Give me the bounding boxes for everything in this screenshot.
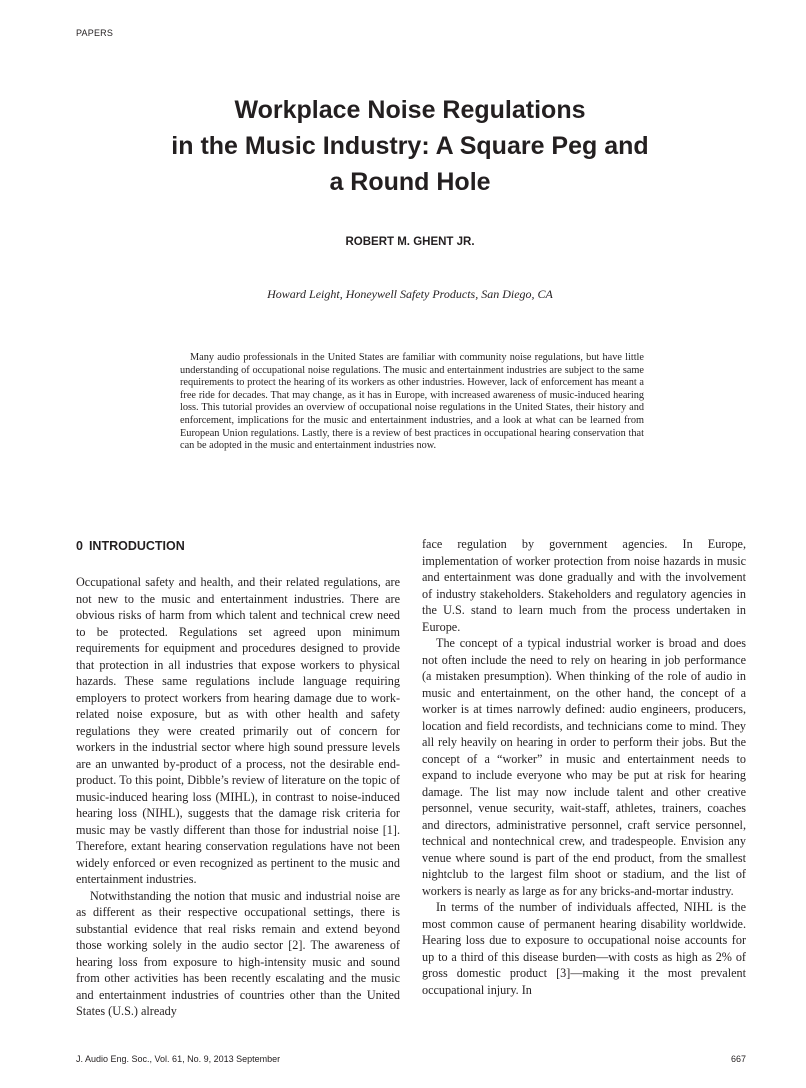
left-column: [76, 536, 400, 1020]
body-paragraph: In terms of the number of individuals affected, NIHL is the most common cause of permanent hearing disability worldwide. Hearing loss due to exposure to occupational noise accounts for up to a third of this disease burden—with costs as high as 2% of gross domestic product [3]—making it the most prevalent occupational injury. In: [422, 900, 746, 997]
right-column: [422, 536, 746, 998]
section-title: INTRODUCTION: [88, 539, 185, 553]
article-title: [90, 92, 730, 200]
footer-citation: J. Audio Eng. Soc., Vol. 61, No. 9, 2013 September: [76, 1054, 281, 1064]
section-heading: [76, 536, 400, 556]
author-affiliation: Howard Leight, Honeywell Safety Products, San Diego, CA: [267, 287, 553, 301]
title-line-3: a Round Hole: [329, 168, 491, 196]
page-number: 667: [730, 1054, 746, 1064]
abstract: Many audio professionals in the United States are familiar with community noise regulations, but have little understanding of occupational noise regulations. The music and entertainment industries are subject to the same requirements to protect the hearing of its workers as other industries. However, lack of enforcement has meant a free ride for decades. That may change, as it has in Europe, with increased awareness of music-induced hearing loss. This tutorial provides an overview of occupational noise regulations in the United States, their history and enforcement, implications for the music and entertainment industries, and a look at what can be learned from European Union regulations. Lastly, there is a review of best practices in occupational hearing conservation that can be adopted in the music and entertainment industries now.: [180, 352, 644, 452]
author-name: ROBERT M. GHENT JR.: [345, 236, 475, 248]
body-paragraph: Occupational safety and health, and their related regulations, are not new to the music and entertainment industries. There are obvious risks of harm from which talent and technical crew need to be protected. Regulations set agreed upon minimum requirements for equipment and procedures designed to provide that protection in all industries that expose workers to physical hazards. These same regulations include language requiring employers to protect workers from hearing damage due to work-related noise exposure, but as with other health and safety regulations they were created primarily out of concern for workers in the industrial sector where high sound pressure levels are an unwanted by-product of a process, not the desirable end-product. To this point, Dibble’s review of literature on the topic of music-induced hearing loss (MIHL), in contrast to noise-induced hearing loss (NIHL), suggests that the damage risk criteria for music may be vastly different than those for industrial noise [1]. Therefore, extant hearing conservation regulations have not been widely enforced or even recognized as pertinent to the music and entertainment industries.: [76, 575, 400, 886]
body-paragraph: face regulation by government agencies. In Europe, implementation of worker protection from noise hazards in music and entertainment was done gradually and with the involvement of industry stakeholders. Stakeholders and regulatory agencies in the U.S. stand to learn much from the process undertaken in Europe.: [422, 537, 746, 634]
body-paragraph: Notwithstanding the notion that music and industrial noise are as different as their respective occupational settings, there is substantial evidence that real risks remain and extend beyond those working solely in the audio sector [2]. The awareness of hearing loss from exposure to high-intensity music and sound from other activities has been recently escalating and the music and entertainment industries of countries other than the United States (U.S.) already: [76, 888, 400, 1018]
title-line-2: in the Music Industry: A Square Peg and: [171, 132, 649, 160]
running-head: PAPERS: [76, 28, 114, 38]
body-paragraph: The concept of a typical industrial worker is broad and does not often include the need to rely on hearing in job performance (a mistaken presumption). When thinking of the role of audio in music and entertainment, on the other hand, the concept of a worker is at times narrowly defined: audio engineers, producers, location and field recordists, and technicians come to mind. They all rely heavily on hearing in order to perform their jobs. But the concept of a “worker” in music and entertainment needs to expand to include everyone who may be put at risk for hearing damage. The list may now include talent and other creative personnel, venue security, wait-staff, athletes, trainers, coaches and directors, administrative personnel, craft service personnel, technical and nontechnical crew, and tradespeople. Envision any venue where sound is part of the end product, from the smallest nightclub to the largest film shoot or stadium, and the list of workers is nearly as large as for any bricks-and-mortar industry.: [422, 636, 746, 898]
title-line-1: Workplace Noise Regulations: [234, 96, 586, 124]
section-number: 0: [76, 539, 83, 553]
